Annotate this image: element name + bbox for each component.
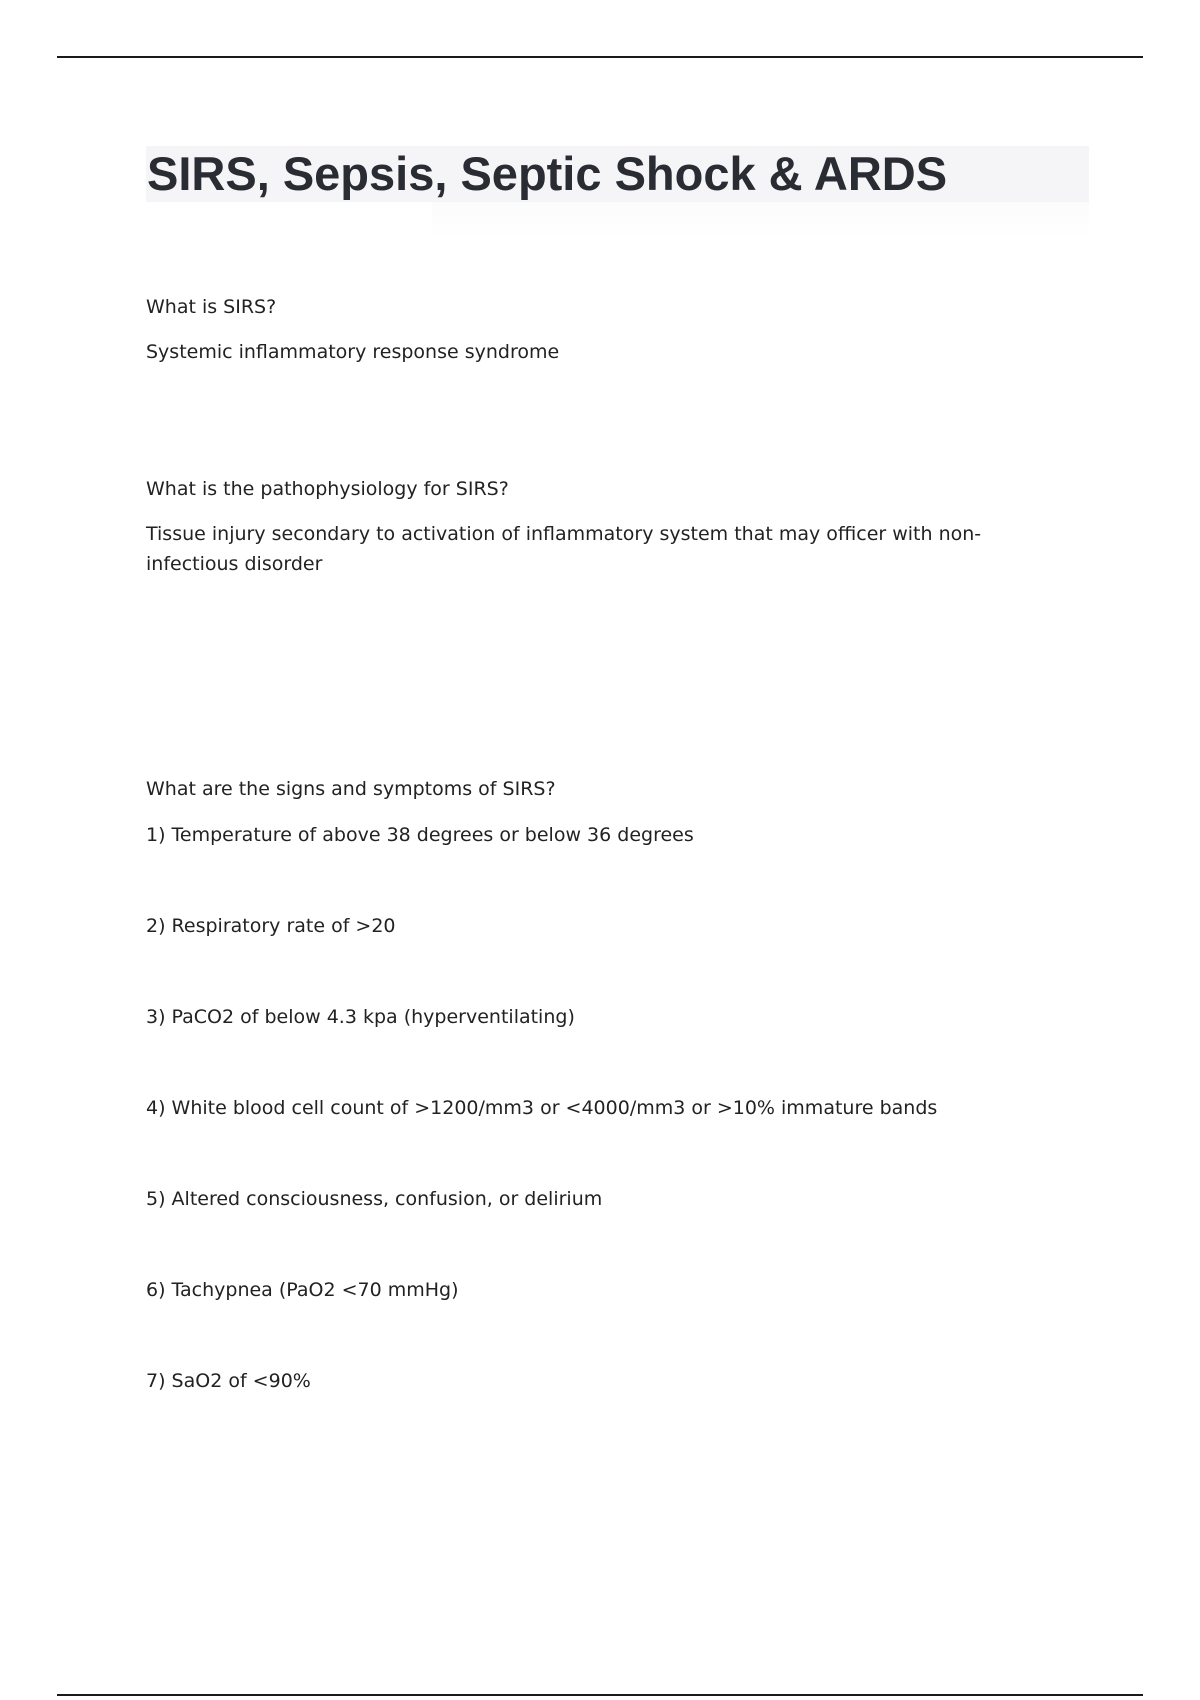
- question-3: What are the signs and symptoms of SIRS?: [146, 778, 556, 800]
- answer-3-item-2: 2) Respiratory rate of >20: [146, 915, 396, 937]
- title-banner-fade: [432, 202, 1089, 238]
- answer-3-item-5: 5) Altered consciousness, confusion, or delirium: [146, 1188, 603, 1210]
- title-banner: [146, 146, 1089, 202]
- answer-3-item-1: 1) Temperature of above 38 degrees or below 36 degrees: [146, 824, 694, 846]
- top-rule: [57, 56, 1143, 58]
- question-1: What is SIRS?: [146, 296, 277, 318]
- answer-3-item-4: 4) White blood cell count of >1200/mm3 or <4000/mm3 or >10% immature bands: [146, 1097, 938, 1119]
- answer-3-item-3: 3) PaCO2 of below 4.3 kpa (hyperventilating): [146, 1006, 575, 1028]
- page-title: SIRS, Sepsis, Septic Shock & ARDS: [147, 147, 948, 200]
- answer-3-item-6: 6) Tachypnea (PaO2 <70 mmHg): [146, 1279, 459, 1301]
- answer-3-item-7: 7) SaO2 of <90%: [146, 1370, 311, 1392]
- question-2: What is the pathophysiology for SIRS?: [146, 478, 509, 500]
- answer-2: Tissue injury secondary to activation of inflammatory system that may officer with non-infectious disorder: [146, 523, 982, 575]
- answer-1: Systemic inflammatory response syndrome: [146, 341, 560, 363]
- bottom-rule: [57, 1694, 1143, 1696]
